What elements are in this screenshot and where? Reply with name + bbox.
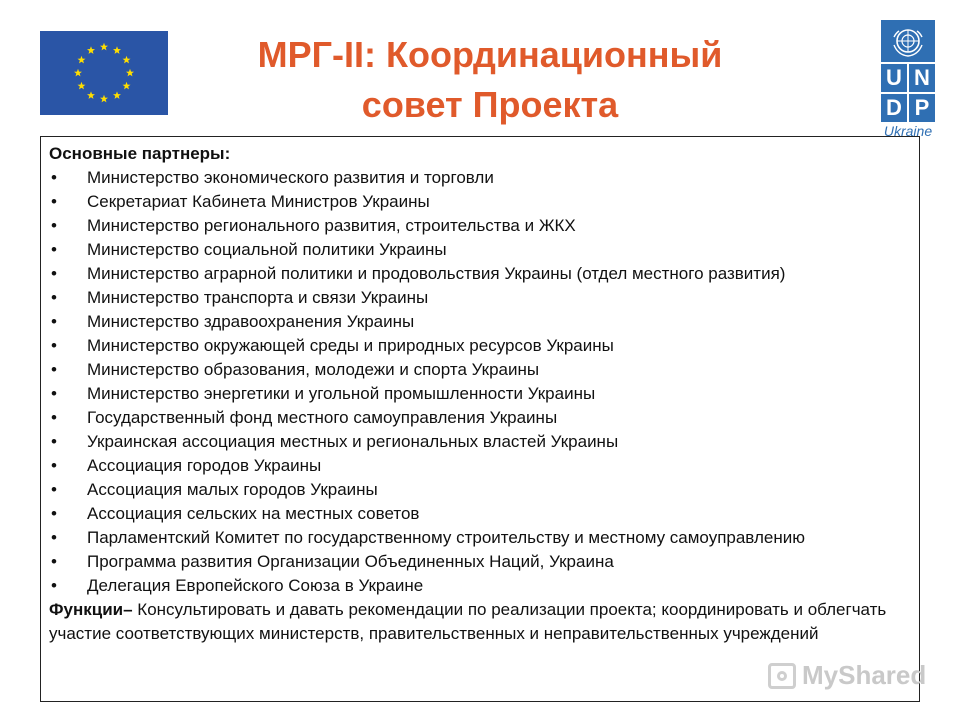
bullet-marker: • <box>51 240 57 259</box>
partner-item <box>49 214 911 238</box>
partner-item <box>49 286 911 310</box>
eu-star-icon <box>113 46 121 54</box>
partner-text: Государственный фонд местного самоуправления Украины <box>87 408 558 427</box>
undp-letter-u: U <box>881 64 907 92</box>
functions-paragraph <box>49 598 911 646</box>
partner-item <box>49 382 911 406</box>
bullet-marker: • <box>51 576 57 595</box>
partner-item <box>49 550 911 574</box>
partners-heading: Основные партнеры: <box>49 144 231 163</box>
myshared-logo-icon <box>768 663 796 689</box>
functions-label: Функции– <box>49 600 133 619</box>
partner-item <box>49 502 911 526</box>
partner-text: Ассоциация малых городов Украины <box>87 480 378 499</box>
bullet-marker: • <box>51 552 57 571</box>
page-title <box>200 30 780 130</box>
undp-logo <box>881 20 935 139</box>
eu-star-icon <box>77 56 85 64</box>
partner-item <box>49 262 911 286</box>
bullet-marker: • <box>51 168 57 187</box>
partner-text: Программа развития Организации Объединенных Наций, Украина <box>87 552 614 571</box>
partner-item <box>49 454 911 478</box>
undp-letter-n: N <box>909 64 935 92</box>
partner-text: Министерство здравоохранения Украины <box>87 312 415 331</box>
eu-flag-icon <box>40 31 168 115</box>
bullet-marker: • <box>51 192 57 211</box>
partner-item <box>49 526 911 550</box>
eu-star-icon <box>126 69 134 77</box>
partner-text: Секретариат Кабинета Министров Украины <box>87 192 430 211</box>
eu-star-icon <box>100 95 108 103</box>
partner-item <box>49 430 911 454</box>
partner-text: Министерство транспорта и связи Украины <box>87 288 429 307</box>
un-emblem-icon <box>881 20 935 62</box>
partner-item <box>49 166 911 190</box>
partner-text: Украинская ассоциация местных и региональных властей Украины <box>87 432 619 451</box>
bullet-marker: • <box>51 432 57 451</box>
title-line-2: совет Проекта <box>361 84 619 125</box>
partner-text: Ассоциация городов Украины <box>87 456 322 475</box>
partner-text: Министерство энергетики и угольной промышленности Украины <box>87 384 596 403</box>
partner-item <box>49 310 911 334</box>
functions-text: Консультировать и давать рекомендации по реализации проекта; координировать и облегчать участие соответствующих министерств, правительственных и неправительственных учреждений <box>49 600 887 643</box>
bullet-marker: • <box>51 528 57 547</box>
partner-text: Делегация Европейского Союза в Украине <box>87 576 424 595</box>
eu-star-icon <box>123 56 131 64</box>
watermark-text: MyShared <box>802 660 927 690</box>
bullet-marker: • <box>51 360 57 379</box>
bullet-marker: • <box>51 288 57 307</box>
bullet-marker: • <box>51 216 57 235</box>
bullet-marker: • <box>51 264 57 283</box>
undp-letter-d: D <box>881 94 907 122</box>
partner-text: Ассоциация сельских на местных советов <box>87 504 420 523</box>
partner-text: Министерство образования, молодежи и спорта Украины <box>87 360 540 379</box>
eu-star-icon <box>113 91 121 99</box>
myshared-watermark <box>768 660 926 691</box>
bullet-marker: • <box>51 312 57 331</box>
partner-item <box>49 478 911 502</box>
eu-star-icon <box>100 43 108 51</box>
undp-letter-p: P <box>909 94 935 122</box>
eu-star-icon <box>77 82 85 90</box>
partner-item <box>49 190 911 214</box>
partner-text: Министерство регионального развития, строительства и ЖКХ <box>87 216 576 235</box>
partner-item <box>49 334 911 358</box>
eu-star-icon <box>87 91 95 99</box>
bullet-marker: • <box>51 456 57 475</box>
partner-item <box>49 574 911 598</box>
partner-text: Министерство экономического развития и торговли <box>87 168 494 187</box>
bullet-marker: • <box>51 408 57 427</box>
title-line-1: МРГ-II: Координационный <box>257 34 723 75</box>
eu-star-icon <box>87 46 95 54</box>
bullet-marker: • <box>51 504 57 523</box>
partner-text: Министерство окружающей среды и природных ресурсов Украины <box>87 336 614 355</box>
partner-text: Министерство аграрной политики и продовольствия Украины (отдел местного развития) <box>87 264 786 283</box>
bullet-marker: • <box>51 480 57 499</box>
partner-item <box>49 238 911 262</box>
partner-item <box>49 358 911 382</box>
eu-star-icon <box>123 82 131 90</box>
undp-country-label: Ukraine <box>883 123 933 139</box>
bullet-marker: • <box>51 336 57 355</box>
partners-list <box>49 166 911 598</box>
partners-panel <box>40 136 920 702</box>
partner-item <box>49 406 911 430</box>
eu-star-icon <box>74 69 82 77</box>
bullet-marker: • <box>51 384 57 403</box>
partner-text: Министерство социальной политики Украины <box>87 240 447 259</box>
partner-text: Парламентский Комитет по государственному строительству и местному самоуправлению <box>87 528 805 547</box>
